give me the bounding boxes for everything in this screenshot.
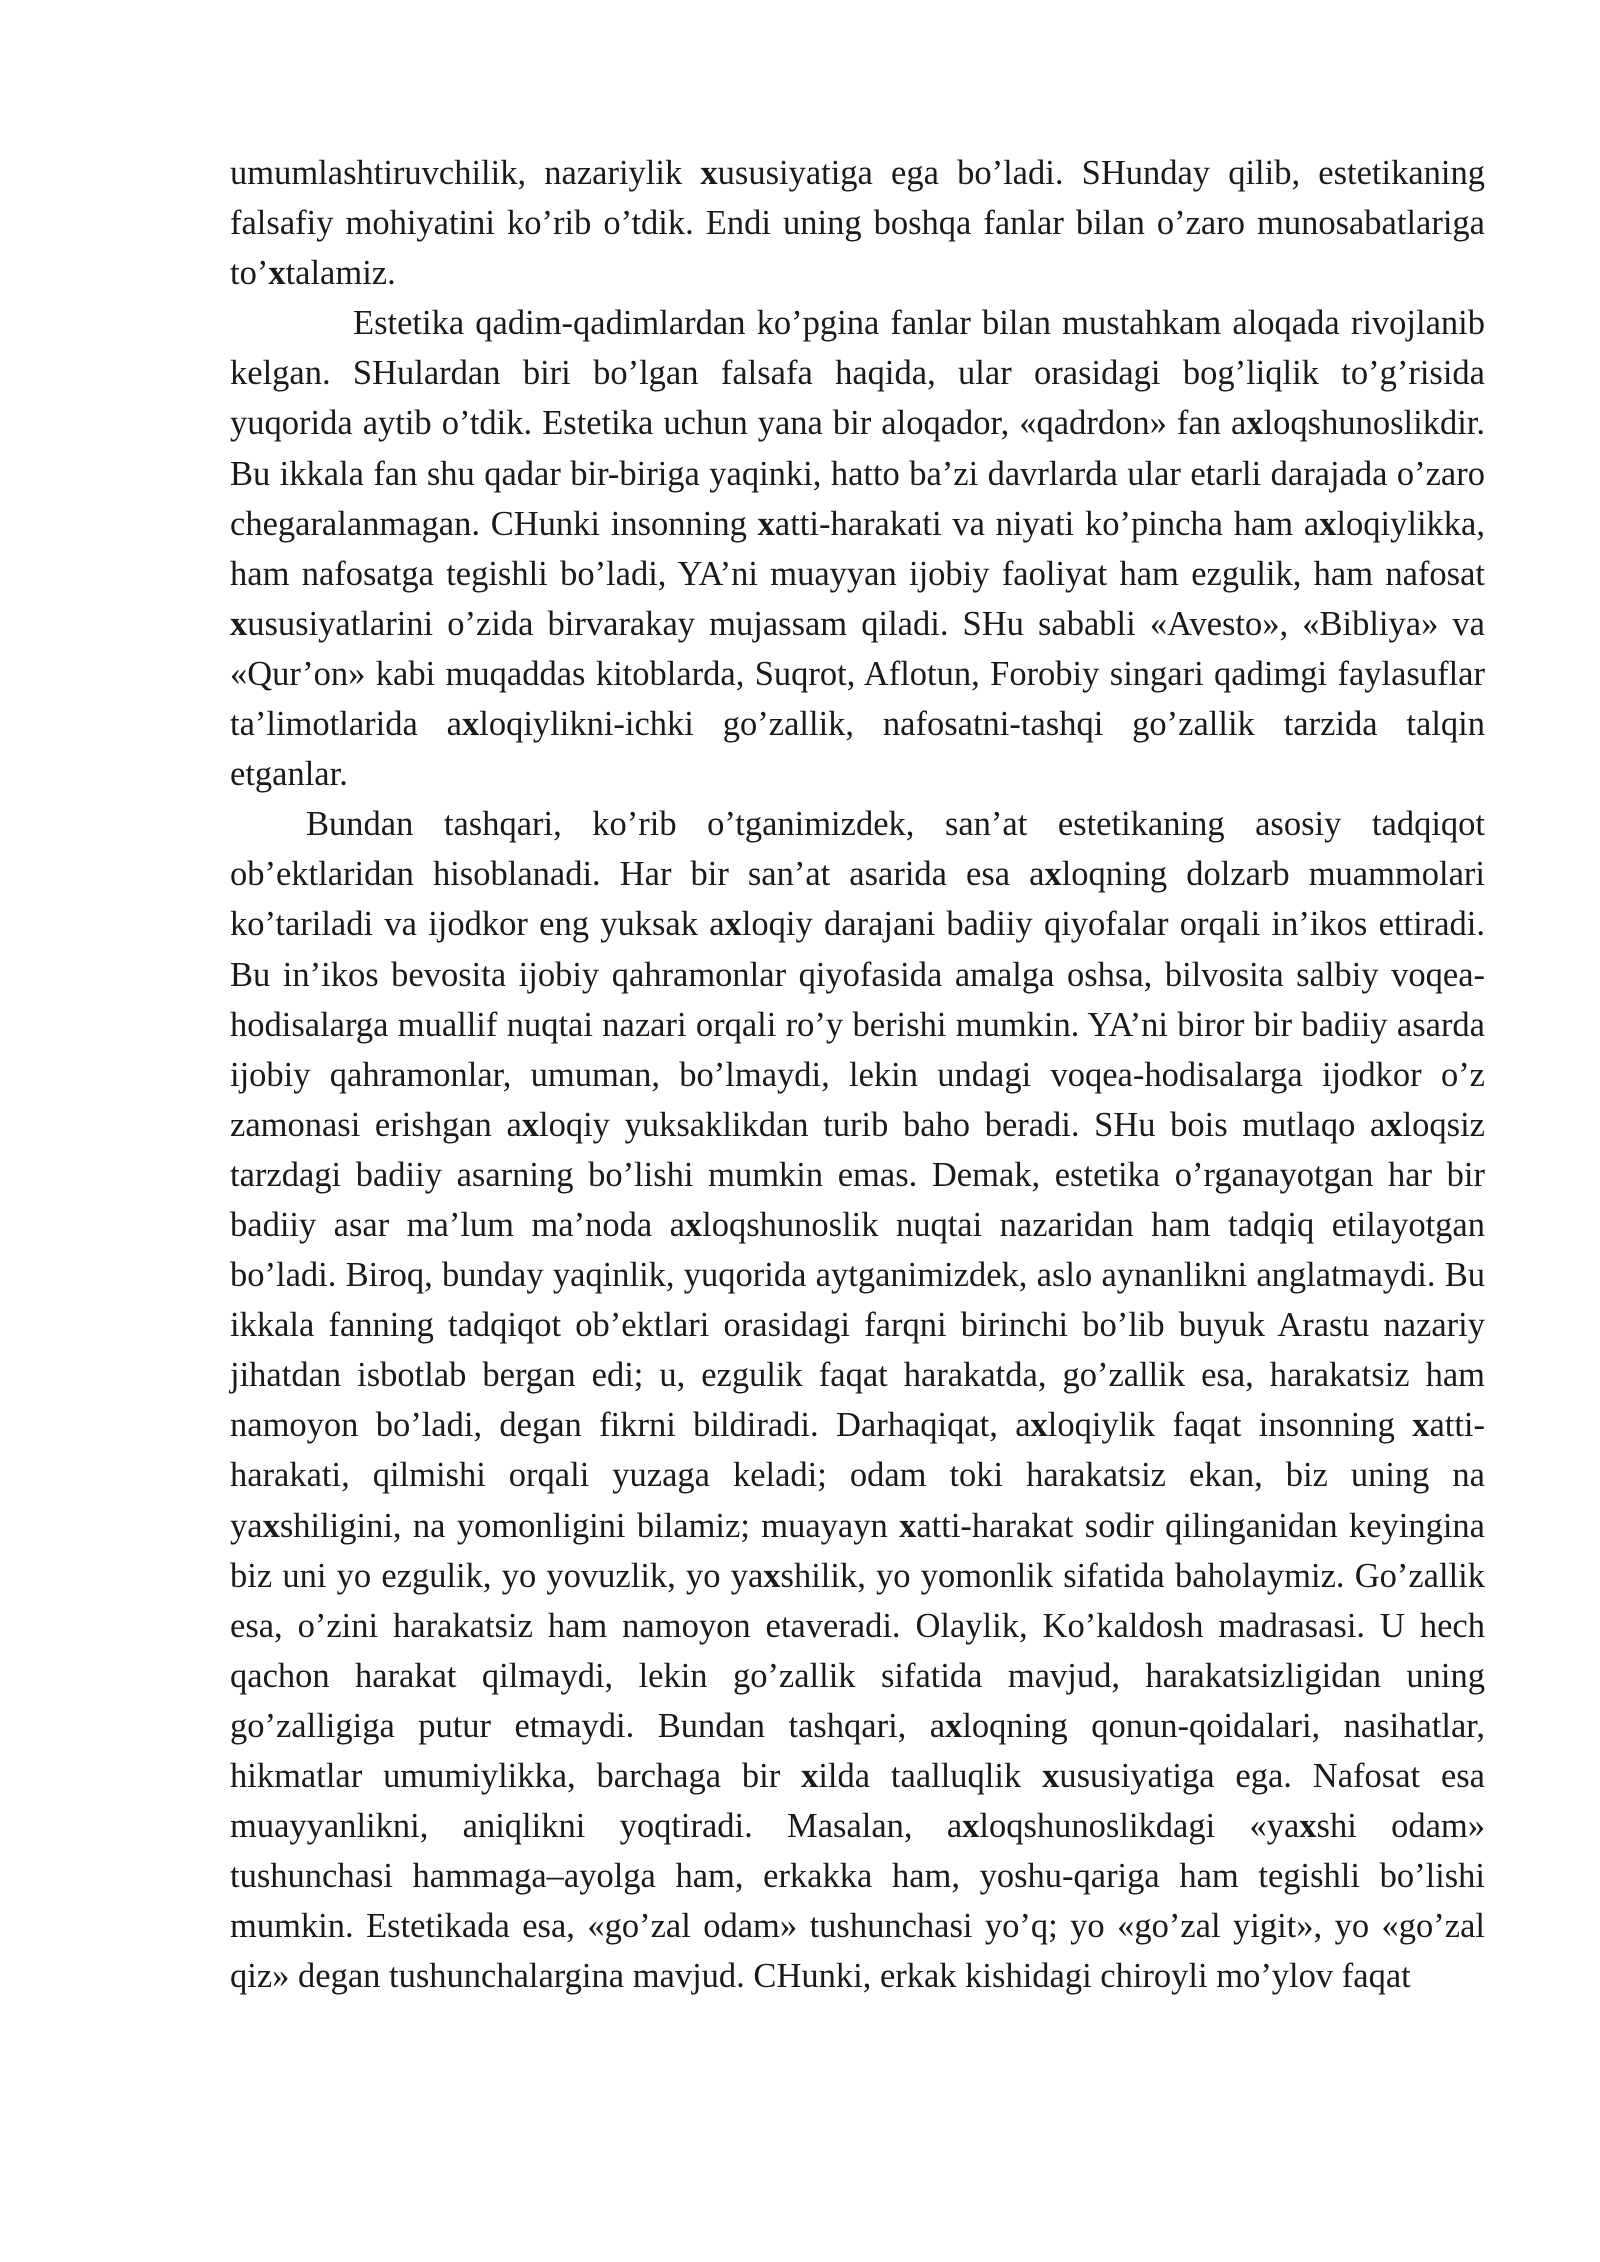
bold-run: x	[763, 1556, 781, 1595]
bold-run: x	[700, 154, 718, 192]
text-run: atti-harakati, qilmishi orqali yuzaga keladi; odam toki harakatsiz ekan, biz uning na ya	[230, 1406, 1485, 1545]
text-run: umumlashtiruvchilik, nazariylik	[230, 154, 701, 192]
text-run: loqning dolzarb muammolari ko’tariladi va ijodkor eng yuksak a	[230, 855, 1485, 944]
text-run: shilik, yo yomonlik sifatida baholaymiz. Go’zallik esa, o’zini harakatsiz ham namoyon etaveradi. Olaylik, Ko’kaldosh madrasasi. U hech qachon harakat qilmaydi, lekin go’zallik sifatida mavjud, harakatsizligidan uning go’zalligiga putur etmaydi. Bundan tashqari, a	[230, 1556, 1485, 1745]
text-run: shi odam» tushunchasi hammaga–ayolga ham, erkakka ham, yoshu-qariga ham tegishli bo’lishi mumkin. Estetikada esa, «go’zal odam» tushunchasi yo’q; yo «go’zal yigit», yo «go’zal qiz» degan tushunchalargina mavjud. CHunki, erkak kishidagi chiroyli mo’ylov faqat	[230, 1807, 1485, 1996]
text-run: Bundan tashqari, ko’rib o’tganimizdek, san’at estetikaning asosiy tadqiqot ob’ektlaridan hisoblanadi. Har bir san’at asarida esa a	[230, 805, 1485, 894]
text-run: shiligini, na yomonligini bilamiz; muayayn	[279, 1506, 900, 1545]
paragraph-3	[230, 799, 1485, 2001]
text-run: loqiylikni-ichki go’zallik, nafosatni-tashqi go’zallik tarzida talqin etganlar.	[230, 705, 1486, 794]
bold-run: x	[1299, 1807, 1317, 1846]
text-run: talamiz.	[285, 254, 396, 293]
bold-run: x	[461, 705, 480, 744]
bold-run: x	[757, 504, 775, 543]
text-run: loqiy yuksaklikdan turib baho beradi. SHu bois mutlaqo a	[539, 1105, 1386, 1144]
bold-run: x	[1030, 1406, 1048, 1445]
bold-run: x	[230, 604, 248, 643]
text-run: loqiy darajani badiiy qiyofalar orqali in’ikos ettiradi. Bu in’ikos bevosita ijobiy qahramonlar qiyofasida amalga oshsa, bilvosita salbiy voqea-hodisalarga muallif nuqtai nazari orqali ro’y berishi mumkin. YA’ni biror bir badiiy asarda ijobiy qahramonlar, umuman, bo’lmaydi, lekin undagi voqea-hodisalarga ijodkor o’z zamonasi erishgan a	[230, 905, 1485, 1144]
bold-run: x	[268, 254, 286, 293]
text-run: loqshunoslik nuqtai nazaridan ham tadqiq etilayotgan bo’ladi. Biroq, bunday yaqinlik, yuqorida aytganimizdek, aslo aynanlikni anglatmaydi. Bu ikkala fanning tadqiqot ob’ektlari orasidagi farqni birinchi bo’lib buyuk Arastu nazariy jihatdan isbotlab bergan edi; u, ezgulik faqat harakatda, go’zallik esa, harakatsiz ham namoyon bo’ladi, degan fikrni bildiradi. Darhaqiqat, a	[230, 1205, 1485, 1445]
text-run: atti-harakat sodir qilinganidan keyingina biz uni yo ezgulik, yo yovuzlik, yo ya	[230, 1506, 1485, 1595]
bold-run: x	[1246, 404, 1264, 443]
bold-run: x	[684, 1205, 703, 1244]
text-run: ususiyatiga ega bo’ladi. SHunday qilib, estetikaning falsafiy mohiyatini ko’rib o’tdik. Endi uning boshqa fanlar bilan o’zaro munosabatlariga to’	[230, 154, 1485, 293]
bold-run: x	[962, 1807, 980, 1846]
bold-run: x	[801, 1757, 819, 1795]
text-run: loqshunoslikdagi «ya	[979, 1807, 1300, 1846]
bold-run: x	[1412, 1406, 1430, 1445]
paragraph-2	[230, 298, 1485, 799]
paragraph-1	[230, 148, 1485, 298]
bold-run: x	[262, 1506, 280, 1545]
text-run: Estetika qadim-qadimlardan ko’pgina fanlar bilan mustahkam aloqada rivojlanib kelgan. SHulardan biri bo’lgan falsafa haqida, ular orasidagi bog’liqlik to’g’risida yuqorida aytib o’tdik. Estetika uchun yana bir aloqador, «qadrdon» fan a	[230, 304, 1485, 443]
document-page	[230, 148, 1485, 2001]
bold-run: x	[945, 1706, 963, 1745]
text-run: loqshunoslikdir. Bu ikkala fan shu qadar bir-biriga yaqinki, hatto ba’zi davrlarda ular etarli darajada o’zaro chegaralanmagan. CHunki insonning	[230, 404, 1485, 543]
text-run: loqning qonun-qoidalari, nasihatlar, hikmatlar umumiylikka, barchaga bir	[230, 1706, 1485, 1795]
text-run: loqsiz tarzdagi badiiy asarning bo’lishi mumkin emas. Demak, estetika o’rganayotgan har bir badiiy asar ma’lum ma’noda a	[230, 1105, 1485, 1244]
bold-run: x	[724, 905, 742, 944]
text-run: ususiyatiga ega. Nafosat esa muayyanlikni, aniqlikni yoqtiradi. Masalan, a	[230, 1757, 1485, 1846]
text-run: atti-harakati va niyati ko’pincha ham a	[774, 504, 1320, 543]
bold-run: x	[521, 1105, 540, 1144]
text-run: ilda taalluqlik	[818, 1757, 1043, 1795]
bold-run: x	[899, 1506, 917, 1545]
bold-run: x	[1042, 1757, 1060, 1795]
bold-run: x	[1385, 1105, 1403, 1144]
bold-run: x	[1044, 855, 1062, 894]
text-run: ususiyatlarini o’zida birvarakay mujassam qiladi. SHu sababli «Avesto», «Bibliya» va «Qur’on» kabi muqaddas kitoblarda, Suqrot, Aflotun, Forobiy singari qadimgi faylasuflar ta’limotlarida a	[230, 604, 1485, 744]
text-run: loqiylikka, ham nafosatga tegishli bo’ladi, YA’ni muayyan ijobiy faoliyat ham ezgulik, ham nafosat	[230, 504, 1485, 593]
text-run: loqiylik faqat insonning	[1047, 1406, 1413, 1445]
bold-run: x	[1319, 504, 1337, 543]
